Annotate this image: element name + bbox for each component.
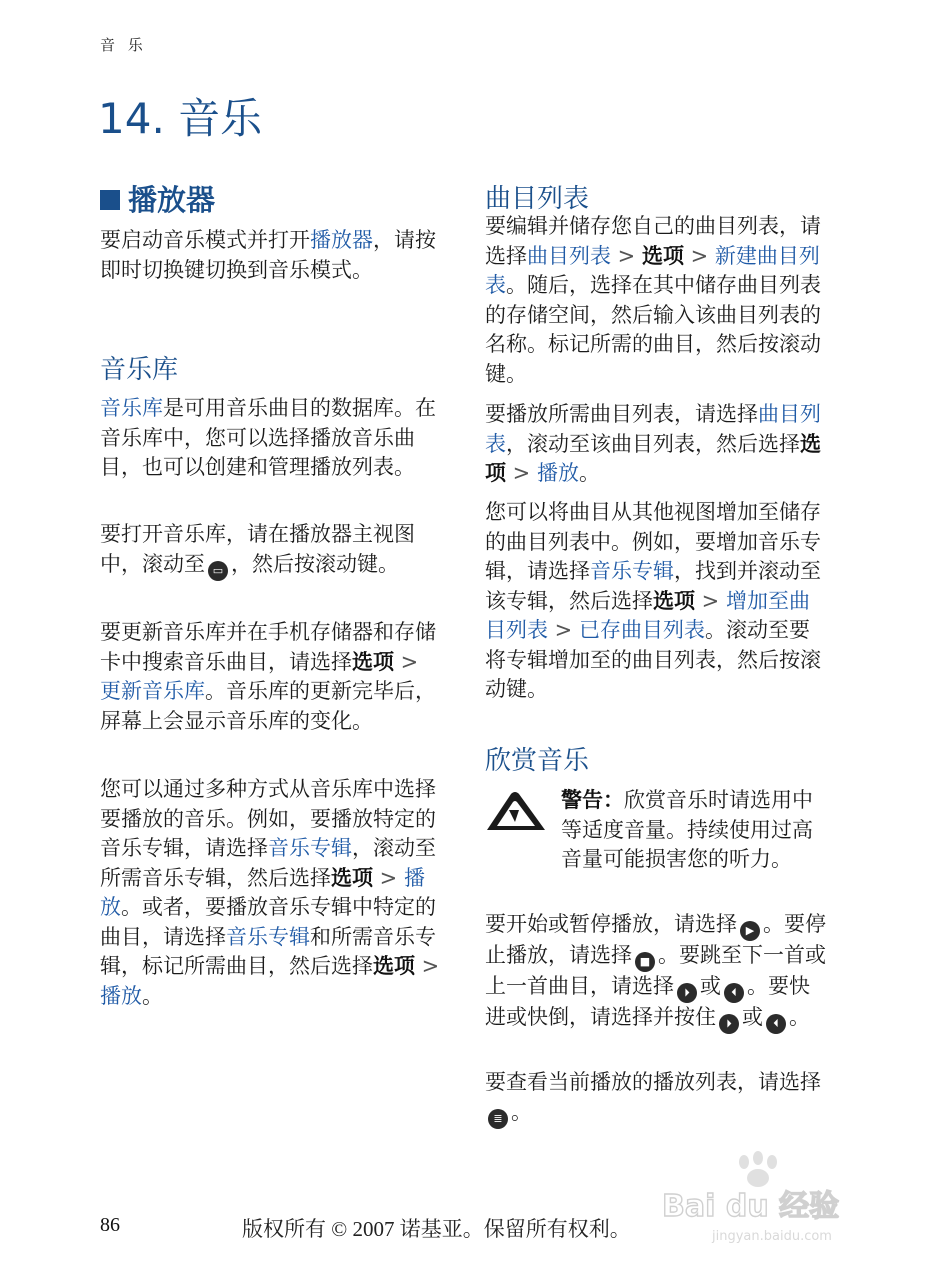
previous-track-icon: ⏴ [724,983,744,1003]
link-player[interactable]: 播放器 [310,228,373,252]
playlist-paragraph-3: 您可以将曲目从其他视图增加至储存的曲目列表中。例如，要增加音乐专辑，请选择音乐专辑，找到并滚动至该专辑，然后选择选项 > 增加至曲目列表 > 已存曲目列表。滚动至要将专辑增加至的曲目列表，然后按滚动键。 [485,500,821,701]
warning-icon [485,790,547,834]
library-paragraph-4: 您可以通过多种方式从音乐库中选择要播放的音乐。例如，要播放特定的音乐专辑，请选择音乐专辑，滚动至所需音乐专辑，然后选择选项 > 播放。或者，要播放音乐专辑中特定的曲目，请选择音乐专辑和所需音乐专辑，标记所需曲目，然后选择选项 > 播放。 [100,777,440,1008]
link-music-album[interactable]: 音乐专辑 [268,836,352,860]
playlist-paragraph-2: 要播放所需曲目列表，请选择曲目列表，滚动至该曲目列表，然后选择选项 > 播放。 [485,402,821,485]
link-play[interactable]: 播放 [100,865,425,919]
section-heading-playlist: 曲目列表 [485,184,590,214]
menu-options[interactable]: 选项 [653,588,695,613]
menu-options[interactable]: 选项 [352,649,394,674]
link-music-album[interactable]: 音乐专辑 [226,924,310,949]
previous-track-icon: ⏴ [766,1014,786,1034]
link-update-library[interactable]: 更新音乐库 [100,679,205,703]
menu-options[interactable]: 选项 [331,865,373,890]
section-heading-enjoy-music: 欣赏音乐 [485,746,590,776]
library-paragraph-3: 要更新音乐库并在手机存储器和存储卡中搜索音乐曲目，请选择选项 > 更新音乐库。音乐库的更新完毕后，屏幕上会显示音乐库的变化。 [100,620,436,733]
menu-options[interactable]: 选项 [485,431,821,485]
stop-icon: ■ [635,952,655,972]
watermark-brand: Bai du 经验 [662,1189,840,1224]
next-track-icon: ⏵ [677,983,697,1003]
menu-options[interactable]: 选项 [641,243,684,268]
enjoy-paragraph-2: 要查看当前播放的播放列表，请选择≣ 。 [485,1068,830,1129]
link-playlist[interactable]: 曲目列表 [527,243,611,268]
playlist-icon: ≣ [488,1109,508,1129]
library-paragraph-1: 音乐库是可用音乐曲目的数据库。在音乐库中，您可以选择播放音乐曲目，也可以创建和管理播放列表。 [100,396,436,479]
link-play[interactable]: 播放 [536,461,579,485]
link-music-album[interactable]: 音乐专辑 [590,559,674,583]
heading-square-bullet [100,190,120,210]
warning-label: 警告： [561,788,624,812]
enjoy-paragraph-1: 要开始或暂停播放，请选择 ▶ 。要停止播放，请选择 ■ 。要跳至下一首或上一首曲目，请选择 ⏵ 或 ⏴ 。要快进或快倒，请选择并按住 ⏵ 或 ⏴ 。 [485,910,830,1034]
link-playlist[interactable]: 曲目列表 [485,402,821,456]
watermark-url: jingyan.baidu.com [712,1229,832,1244]
baidu-jingyan-watermark [662,1148,882,1248]
page-number: 86 [100,1214,120,1236]
next-track-icon: ⏵ [719,1014,739,1034]
player-paragraph: 要启动音乐模式并打开播放器，请按即时切换键切换到音乐模式。 [100,228,436,282]
link-play[interactable]: 播放 [100,983,142,1008]
copyright-notice: 版权所有 © 2007 诺基亚。保留所有权利。 [242,1217,631,1241]
link-new-playlist[interactable]: 新建曲目列表 [485,243,820,297]
warning-text: 警告：欣赏音乐时请选用中等适度音量。持续使用过高音量可能损害您的听力。 [561,788,813,871]
folder-icon: ▭ [208,561,228,581]
menu-options[interactable]: 选项 [373,954,415,978]
running-header: 音 乐 [100,36,147,54]
chapter-title: 14. 音乐 [98,94,263,143]
library-paragraph-2: 要打开音乐库，请在播放器主视图中，滚动至 ▭ ，然后按滚动键。 [100,520,445,581]
link-library[interactable]: 音乐库 [100,396,163,420]
section-heading-library: 音乐库 [100,355,179,385]
playlist-paragraph-1: 要编辑并储存您自己的曲目列表，请选择曲目列表 > 选项 > 新建曲目列表。随后，选择在其中储存曲目列表的存储空间，然后输入该曲目列表的名称。标记所需的曲目，然后按滚动键。 [485,214,821,386]
section-heading-player: 播放器 [100,178,215,219]
link-saved-playlists[interactable]: 已存曲目列表 [578,618,705,642]
play-icon: ▶ [740,921,760,941]
link-add-to-playlist[interactable]: 增加至曲目列表 [485,588,810,642]
